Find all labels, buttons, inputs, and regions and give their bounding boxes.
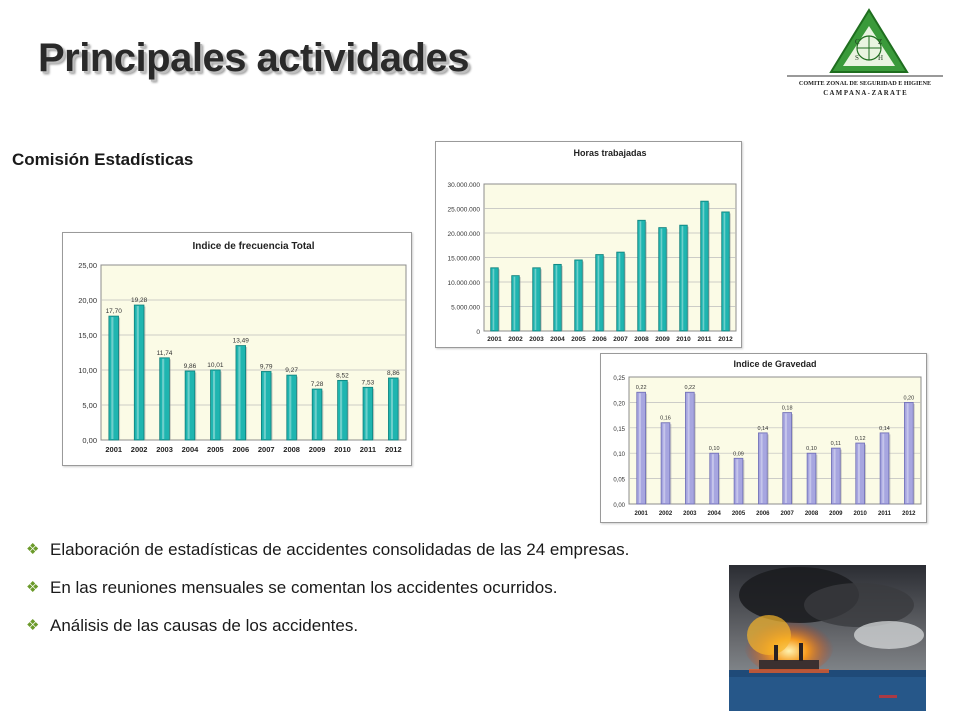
bar: [617, 252, 625, 331]
data-label: 13,49: [232, 337, 249, 345]
x-tick-label: 2009: [829, 511, 843, 517]
chart-gravedad: [600, 353, 927, 523]
x-tick-label: 2008: [634, 336, 649, 343]
logo-letter: H: [878, 54, 884, 62]
bar: [185, 371, 195, 440]
x-tick-label: 2003: [683, 511, 697, 517]
bar: [388, 378, 398, 440]
bar: [831, 448, 840, 504]
y-tick-label: 0,00: [82, 436, 97, 445]
bar: [904, 402, 913, 504]
bar: [287, 375, 297, 440]
bar-highlight: [514, 277, 516, 330]
bar-highlight: [736, 459, 738, 503]
bar-highlight: [640, 221, 642, 330]
y-tick-label: 0,25: [613, 376, 625, 382]
x-tick-label: 2004: [550, 336, 565, 343]
bar: [134, 305, 144, 440]
y-tick-label: 0,10: [613, 452, 625, 459]
section-subtitle: Comisión Estadísticas: [12, 150, 194, 169]
bar: [880, 433, 889, 504]
data-label: 8,52: [336, 372, 349, 380]
bar: [856, 443, 865, 504]
bullet-text: Elaboración de estadísticas de accidentes consolidadas de las 24 empresas.: [50, 540, 630, 559]
bar: [160, 358, 170, 440]
bar-highlight: [712, 454, 714, 503]
data-label: 0,09: [733, 451, 744, 458]
y-tick-label: 10,00: [78, 366, 97, 375]
bar-highlight: [340, 381, 342, 439]
bar-highlight: [785, 414, 787, 503]
data-label: 0,11: [830, 441, 841, 448]
x-tick-label: 2010: [334, 445, 351, 454]
data-label: 10,01: [207, 361, 224, 369]
x-tick-label: 2005: [731, 511, 746, 517]
x-tick-label: 2003: [529, 336, 544, 343]
bar: [211, 370, 221, 440]
plot-area: [101, 265, 406, 440]
bar-highlight: [213, 371, 215, 439]
x-tick-label: 2002: [658, 511, 673, 517]
y-tick-label: 0: [476, 329, 480, 336]
x-tick-label: 2009: [308, 445, 326, 454]
bar: [637, 392, 646, 504]
data-label: 0,12: [854, 436, 866, 443]
data-label: 0,14: [757, 425, 769, 432]
y-tick-label: 0,05: [613, 477, 625, 484]
bar-highlight: [661, 229, 663, 330]
bar-highlight: [188, 372, 190, 439]
data-label: 0,18: [781, 405, 793, 412]
data-label: 0,14: [879, 425, 890, 432]
bar: [554, 264, 562, 331]
data-label: 9,27: [285, 367, 298, 375]
bar-highlight: [619, 253, 621, 330]
bar-highlight: [809, 454, 811, 503]
x-tick-label: 2011: [877, 511, 892, 517]
x-tick-label: 2012: [384, 445, 402, 454]
bar-highlight: [598, 256, 600, 330]
data-label: 11,74: [156, 349, 173, 357]
bar: [659, 228, 667, 331]
bar: [701, 201, 709, 331]
bar-highlight: [315, 390, 317, 439]
bullet-text: Análisis de las causas de los accidentes.: [50, 616, 359, 635]
y-tick-label: 0,15: [613, 426, 625, 433]
chart-title: Indice de frecuencia Total: [192, 241, 315, 252]
bar-highlight: [907, 403, 909, 503]
x-tick-label: 2007: [257, 445, 275, 454]
bar: [261, 371, 271, 440]
bar: [807, 453, 816, 504]
data-label: 0,20: [903, 395, 915, 402]
x-tick-label: 2001: [634, 511, 648, 517]
x-tick-label: 2009: [655, 336, 670, 343]
x-tick-label: 2011: [697, 336, 712, 343]
bar: [491, 268, 499, 331]
page-title: Principales actividades: [38, 36, 469, 80]
bullet-item: [26, 538, 630, 576]
x-tick-label: 2002: [130, 445, 148, 454]
bar: [710, 453, 719, 504]
data-label: 8,86: [386, 369, 400, 377]
y-tick-label: 25.000.000: [447, 206, 480, 214]
x-tick-label: 2008: [283, 445, 300, 454]
x-tick-label: 2005: [207, 445, 224, 454]
bar: [734, 458, 743, 504]
data-label: 9,86: [183, 362, 197, 370]
bar-highlight: [577, 261, 579, 330]
bar-highlight: [137, 306, 139, 439]
bar: [109, 316, 119, 440]
bar-highlight: [761, 434, 763, 503]
bar-highlight: [391, 379, 393, 439]
data-label: 7,53: [361, 379, 375, 387]
bar-highlight: [834, 449, 836, 503]
bar: [685, 392, 694, 504]
bar-highlight: [663, 424, 665, 503]
bar-highlight: [238, 347, 240, 439]
chart-horas: [435, 141, 742, 348]
bar: [575, 260, 583, 331]
x-tick-label: 2005: [571, 336, 586, 343]
logo-text-line1: COMITE ZONAL DE SEGURIDAD E HIGIENE: [798, 80, 932, 87]
bar-highlight: [111, 317, 113, 439]
diamond-bullet-icon: ❖: [26, 579, 40, 596]
data-label: 0,10: [708, 446, 720, 453]
data-label: 0,22: [684, 385, 696, 392]
y-tick-label: 20.000.000: [447, 231, 480, 238]
bar: [722, 212, 730, 331]
bar: [783, 413, 792, 504]
bar-highlight: [703, 202, 705, 330]
bar: [533, 268, 541, 331]
bar: [638, 220, 646, 331]
bar-highlight: [639, 393, 641, 503]
bar-highlight: [858, 444, 860, 503]
bar-highlight: [535, 269, 537, 330]
x-tick-label: 2007: [780, 511, 794, 517]
logo: [785, 8, 945, 104]
bar-highlight: [493, 269, 495, 330]
y-tick-label: 20,00: [78, 296, 97, 305]
data-label: 9,79: [259, 363, 273, 371]
y-tick-label: 15,00: [78, 331, 97, 340]
chart-title: Indice de Gravedad: [733, 359, 817, 369]
bar-highlight: [688, 393, 690, 503]
bar: [680, 225, 688, 331]
chart-frecuencia: [62, 232, 412, 466]
y-tick-label: 5,00: [82, 401, 97, 410]
x-tick-label: 2004: [707, 511, 721, 517]
bullet-item: [26, 614, 629, 652]
bar-highlight: [365, 388, 367, 439]
x-tick-label: 2012: [902, 511, 916, 517]
oil-rig-fire-photo: [729, 565, 926, 711]
bullet-list: [26, 538, 630, 652]
y-tick-label: 5.000.000: [451, 304, 480, 312]
plot-area: [629, 377, 921, 504]
bar-highlight: [289, 376, 291, 439]
bar-highlight: [882, 434, 884, 503]
bullet-item: [26, 576, 629, 614]
y-tick-label: 10.000.000: [447, 280, 480, 287]
x-tick-label: 2003: [156, 445, 173, 454]
bar: [312, 389, 322, 440]
diamond-bullet-icon: ❖: [26, 617, 40, 634]
x-tick-label: 2012: [718, 336, 733, 343]
x-tick-label: 2010: [853, 511, 867, 517]
data-label: 0,16: [660, 415, 671, 422]
x-tick-label: 2006: [592, 336, 607, 343]
data-label: 0,22: [635, 385, 647, 392]
x-tick-label: 2008: [804, 511, 819, 517]
bar-highlight: [264, 372, 266, 439]
data-label: 17,70: [105, 308, 122, 316]
x-tick-label: 2007: [613, 336, 628, 343]
bar: [758, 433, 767, 504]
x-tick-label: 2004: [181, 445, 199, 454]
y-tick-label: 0,20: [613, 401, 625, 408]
bar: [236, 346, 246, 440]
data-label: 7,28: [310, 381, 324, 389]
bullet-text: En las reuniones mensuales se comentan los accidentes ocurridos.: [50, 578, 558, 597]
logo-text-line2: C A M P A N A - Z A R A T E: [823, 90, 907, 97]
bar: [363, 387, 373, 440]
y-tick-label: 25,00: [78, 261, 97, 270]
bar-highlight: [682, 226, 684, 330]
x-tick-label: 2006: [232, 445, 250, 454]
logo-letter: S: [855, 54, 859, 62]
y-tick-label: 0,00: [613, 503, 625, 509]
bar: [338, 380, 348, 440]
bar: [512, 276, 520, 331]
y-tick-label: 15.000.000: [447, 255, 480, 263]
x-tick-label: 2002: [508, 336, 523, 343]
bar-highlight: [724, 213, 726, 330]
bar-highlight: [556, 265, 558, 330]
data-label: 19,28: [130, 297, 148, 305]
bar-highlight: [162, 359, 164, 439]
x-tick-label: 2011: [359, 445, 377, 454]
x-tick-label: 2001: [105, 445, 123, 454]
bar: [661, 423, 670, 504]
data-label: 0,10: [806, 446, 817, 453]
logo-letter: C: [855, 38, 860, 46]
logo-letter: Z: [878, 38, 883, 46]
chart-title: Horas trabajadas: [573, 148, 647, 158]
x-tick-label: 2001: [487, 336, 502, 343]
x-tick-label: 2010: [676, 336, 691, 343]
x-tick-label: 2006: [756, 511, 770, 517]
diamond-bullet-icon: ❖: [26, 541, 40, 558]
bar: [596, 255, 604, 331]
y-tick-label: 30.000.000: [447, 182, 480, 189]
